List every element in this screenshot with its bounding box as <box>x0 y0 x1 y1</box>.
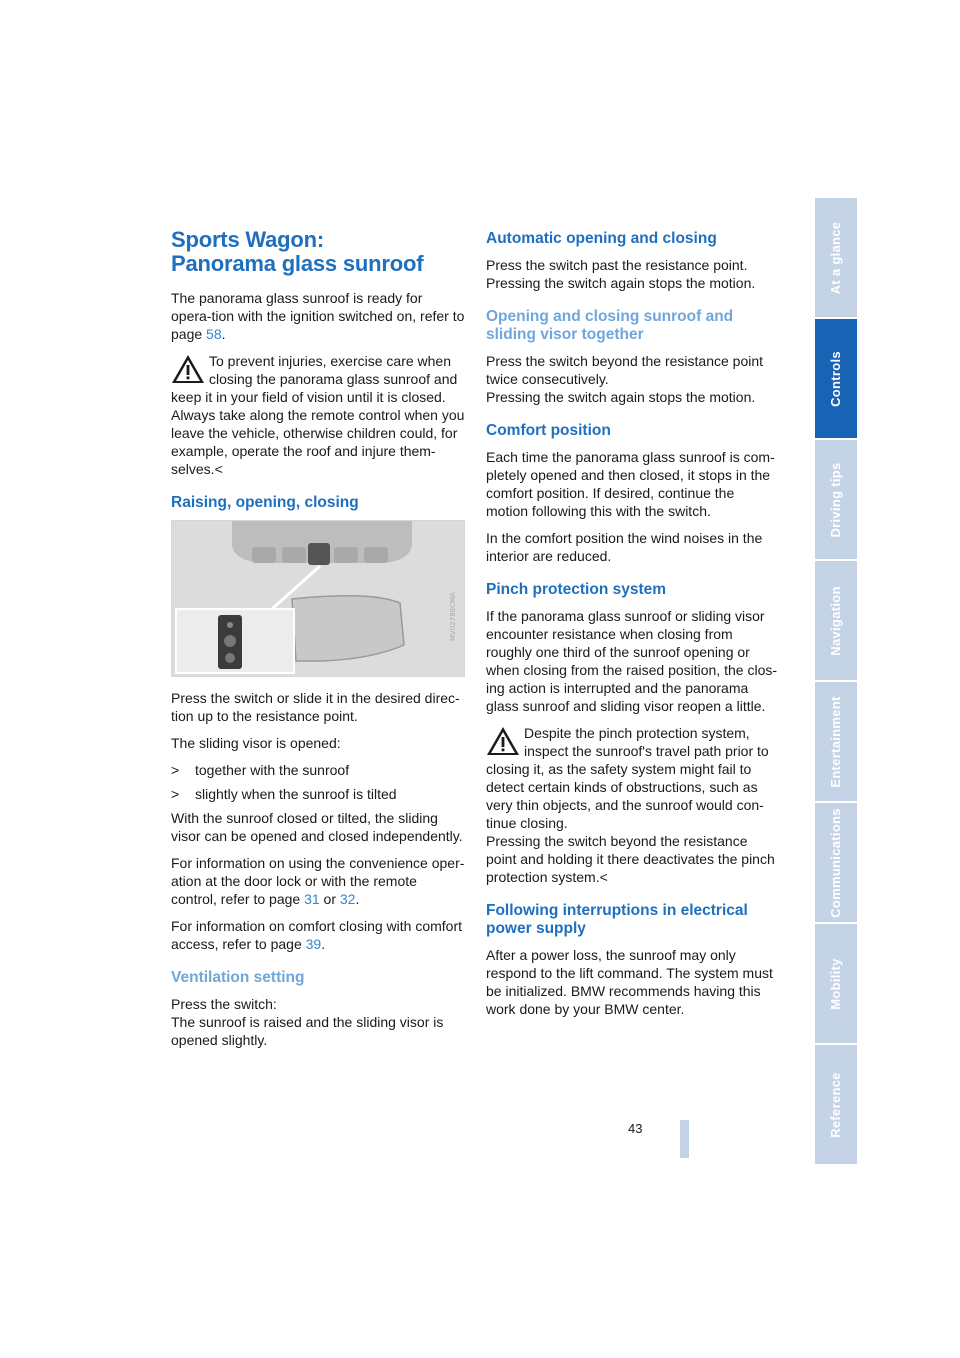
intro-paragraph: The panorama glass sunroof is ready for opera-tion with the ignition switched on, refer to page 58. <box>171 290 465 342</box>
heading-together: Opening and closing sunroof and sliding visor together <box>486 308 734 343</box>
tab-navigation[interactable]: Navigation <box>815 561 857 680</box>
pinch-text: If the panorama glass sunroof or sliding visor encounter resistance when closing from roughly one third of the sunroof opening or when closing from the raised position, the clos-ing action is interrupted and the panorama glass sunroof and sliding visor reopen a little. <box>486 608 778 714</box>
pinch-warning-note: Despite the pinch protection system, inspect the sunroof's travel path prior to closing it, as the safety system might fail to detect certain kinds of obstructions, such as very thin objects, and the sunroof would con-tinue closing. Pressing the switch beyond the resistance point and holding it there deactivates the pinch protection system.< <box>486 725 775 885</box>
heading-power: Following interruptions in electrical power supply <box>486 902 748 937</box>
page-link-32[interactable]: 32 <box>339 891 356 907</box>
page-number: 43 <box>628 1121 643 1136</box>
heading-automatic: Automatic opening and closing <box>486 230 717 247</box>
ventilation-text: Press the switch: The sunroof is raised and the sliding visor is opened slightly. <box>171 996 444 1048</box>
list-item: > together with the sunroof <box>171 762 350 778</box>
overhead-console-illustration <box>172 521 464 676</box>
visor-opened-text: The sliding visor is opened: <box>171 735 341 751</box>
list-item: > slightly when the sunroof is tilted <box>171 786 397 802</box>
sunroof-switch-photo <box>171 520 465 677</box>
comfort-text-2: In the comfort position the wind noises in the interior are reduced. <box>486 530 763 564</box>
convenience-text: For information on using the convenience oper-ation at the door lock or with the remote control, refer to page 31 or 32. <box>171 855 465 907</box>
together-text: Press the switch beyond the resistance point twice consecutively. Pressing the switch again stops the motion. <box>486 353 764 405</box>
power-text: After a power loss, the sunroof may only respond to the lift command. The system must be initialized. BMW recommends having this work done by your BMW center. <box>486 947 773 1017</box>
warning-note: To prevent injuries, exercise care when closing the panorama glass sunroof and keep it in your field of vision until it is closed. Always take along the remote control when you leave the vehicle, otherwise children could, for example, operate the roof and injure them-selves.< <box>171 353 465 477</box>
page-link-39[interactable]: 39 <box>305 936 322 952</box>
page-link-58[interactable]: 58 <box>206 326 222 342</box>
left-column <box>171 228 465 1058</box>
closed-tilted-text: With the sunroof closed or tilted, the sliding visor can be opened and closed independently. <box>171 810 463 844</box>
chapter-sidebar <box>815 198 857 1166</box>
page-marker <box>680 1120 689 1158</box>
tab-mobility[interactable]: Mobility <box>815 924 857 1043</box>
tab-at-a-glance[interactable]: At a glance <box>815 198 857 317</box>
heading-pinch: Pinch protection system <box>486 581 667 598</box>
right-column <box>486 230 780 1027</box>
page-title: Sports Wagon: Panorama glass sunroof <box>171 227 424 276</box>
heading-comfort: Comfort position <box>486 422 611 439</box>
comfort-text-1: Each time the panorama glass sunroof is com-pletely opened and then closed, it stops in the comfort position. If desired, continue the motion following this with the switch. <box>486 449 775 519</box>
warning-icon <box>171 354 205 384</box>
tab-controls[interactable]: Controls <box>815 319 857 438</box>
warning-icon <box>486 726 520 756</box>
svg-text:MV02786CMA: MV02786CMA <box>449 592 457 641</box>
heading-ventilation: Ventilation setting <box>171 969 305 986</box>
heading-raising: Raising, opening, closing <box>171 494 359 511</box>
comfort-access-text: For information on comfort closing with comfort access, refer to page 39. <box>171 918 462 952</box>
tab-communications[interactable]: Communications <box>815 803 857 922</box>
tab-reference[interactable]: Reference <box>815 1045 857 1164</box>
press-switch-text: Press the switch or slide it in the desired direc-tion up to the resistance point. <box>171 690 460 724</box>
page-link-31[interactable]: 31 <box>304 891 320 907</box>
automatic-text: Press the switch past the resistance point. Pressing the switch again stops the motion. <box>486 257 756 291</box>
tab-driving-tips[interactable]: Driving tips <box>815 440 857 559</box>
tab-entertainment[interactable]: Entertainment <box>815 682 857 801</box>
